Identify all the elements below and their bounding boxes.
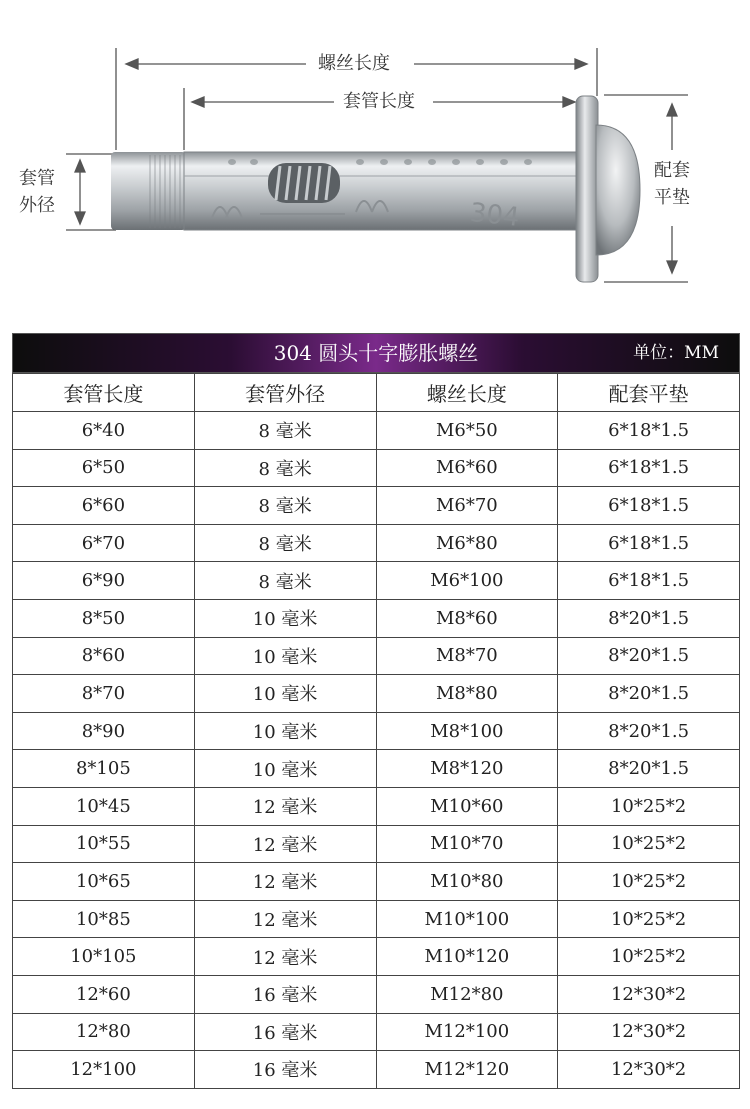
cell-washer: 10*25*2 <box>558 787 740 825</box>
sleeve-od-label-line1: 套管 <box>19 168 55 189</box>
spec-table-container <box>12 333 740 1089</box>
cell-sleeve-length: 6*90 <box>13 562 195 600</box>
cell-screw-length: M6*50 <box>376 412 558 450</box>
cell-sleeve-length: 10*85 <box>13 900 195 938</box>
cell-sleeve-length: 8*105 <box>13 750 195 788</box>
cell-sleeve-length: 10*65 <box>13 863 195 901</box>
table-row <box>13 449 740 487</box>
table-row <box>13 637 740 675</box>
cell-washer: 10*25*2 <box>558 938 740 976</box>
cell-screw-length: M10*60 <box>376 787 558 825</box>
cell-sleeve-od: 16 毫米 <box>194 1051 376 1089</box>
cell-washer: 8*20*1.5 <box>558 712 740 750</box>
cell-sleeve-od: 8 毫米 <box>194 412 376 450</box>
table-row <box>13 975 740 1013</box>
bolt-diagram <box>0 0 750 330</box>
header-screw-length: 螺丝长度 <box>376 374 558 412</box>
cell-washer: 10*25*2 <box>558 900 740 938</box>
table-title-bar <box>12 333 740 373</box>
cell-washer: 6*18*1.5 <box>558 524 740 562</box>
cell-screw-length: M8*120 <box>376 750 558 788</box>
table-row <box>13 1051 740 1089</box>
cell-screw-length: M8*100 <box>376 712 558 750</box>
cell-sleeve-length: 6*60 <box>13 487 195 525</box>
header-sleeve-od: 套管外径 <box>194 374 376 412</box>
cell-sleeve-length: 10*105 <box>13 938 195 976</box>
cell-sleeve-length: 8*50 <box>13 599 195 637</box>
table-row <box>13 487 740 525</box>
cell-sleeve-od: 8 毫米 <box>194 562 376 600</box>
cell-sleeve-od: 8 毫米 <box>194 524 376 562</box>
cell-screw-length: M10*70 <box>376 825 558 863</box>
sleeve-length-label: 套管长度 <box>343 91 415 112</box>
cell-sleeve-length: 8*90 <box>13 712 195 750</box>
table-row <box>13 412 740 450</box>
washer-label-line1: 配套 <box>654 160 690 181</box>
cell-sleeve-length: 12*60 <box>13 975 195 1013</box>
table-body <box>13 412 740 1089</box>
cell-sleeve-od: 16 毫米 <box>194 1013 376 1051</box>
cell-screw-length: M6*60 <box>376 449 558 487</box>
table-row <box>13 562 740 600</box>
engraving-text: 304 <box>468 197 521 233</box>
cell-sleeve-length: 12*80 <box>13 1013 195 1051</box>
table-row <box>13 863 740 901</box>
cell-screw-length: M6*100 <box>376 562 558 600</box>
sleeve-od-label-line2: 外径 <box>19 195 55 216</box>
washer-label-line2: 平垫 <box>654 187 690 208</box>
cell-sleeve-od: 8 毫米 <box>194 449 376 487</box>
cell-screw-length: M8*60 <box>376 599 558 637</box>
table-row <box>13 825 740 863</box>
cell-screw-length: M12*100 <box>376 1013 558 1051</box>
cell-sleeve-length: 6*70 <box>13 524 195 562</box>
table-row <box>13 1013 740 1051</box>
table-row <box>13 712 740 750</box>
cell-sleeve-length: 6*50 <box>13 449 195 487</box>
table-row <box>13 750 740 788</box>
bolt-illustration <box>0 0 750 330</box>
cell-sleeve-od: 16 毫米 <box>194 975 376 1013</box>
cell-washer: 12*30*2 <box>558 975 740 1013</box>
cell-sleeve-od: 10 毫米 <box>194 599 376 637</box>
cell-washer: 6*18*1.5 <box>558 449 740 487</box>
screw-length-label: 螺丝长度 <box>318 53 390 74</box>
cell-washer: 6*18*1.5 <box>558 487 740 525</box>
cell-sleeve-od: 10 毫米 <box>194 712 376 750</box>
cell-washer: 8*20*1.5 <box>558 637 740 675</box>
table-header-row <box>13 374 740 412</box>
table-row <box>13 524 740 562</box>
table-title: 304 圆头十字膨胀螺丝 <box>273 341 479 365</box>
cell-washer: 6*18*1.5 <box>558 562 740 600</box>
cell-sleeve-od: 12 毫米 <box>194 787 376 825</box>
header-sleeve-length: 套管长度 <box>13 374 195 412</box>
cell-washer: 8*20*1.5 <box>558 750 740 788</box>
cell-washer: 8*20*1.5 <box>558 675 740 713</box>
cell-sleeve-length: 6*40 <box>13 412 195 450</box>
table-row <box>13 787 740 825</box>
bolt-head <box>596 125 640 255</box>
spec-table <box>12 373 740 1089</box>
cell-sleeve-od: 12 毫米 <box>194 938 376 976</box>
table-row <box>13 675 740 713</box>
unit-label: 单位：MM <box>633 343 719 363</box>
cell-washer: 8*20*1.5 <box>558 599 740 637</box>
cell-washer: 6*18*1.5 <box>558 412 740 450</box>
cell-screw-length: M10*80 <box>376 863 558 901</box>
cell-screw-length: M8*80 <box>376 675 558 713</box>
cell-washer: 12*30*2 <box>558 1013 740 1051</box>
cell-screw-length: M10*100 <box>376 900 558 938</box>
cell-washer: 10*25*2 <box>558 863 740 901</box>
header-washer: 配套平垫 <box>558 374 740 412</box>
cell-sleeve-length: 10*45 <box>13 787 195 825</box>
table-row <box>13 900 740 938</box>
table-row <box>13 599 740 637</box>
cell-sleeve-od: 12 毫米 <box>194 863 376 901</box>
cell-screw-length: M12*120 <box>376 1051 558 1089</box>
cell-sleeve-length: 8*60 <box>13 637 195 675</box>
cell-washer: 10*25*2 <box>558 825 740 863</box>
cell-sleeve-od: 10 毫米 <box>194 675 376 713</box>
cell-screw-length: M8*70 <box>376 637 558 675</box>
cell-sleeve-od: 8 毫米 <box>194 487 376 525</box>
cell-sleeve-length: 8*70 <box>13 675 195 713</box>
cell-screw-length: M12*80 <box>376 975 558 1013</box>
cell-screw-length: M6*70 <box>376 487 558 525</box>
cell-sleeve-od: 10 毫米 <box>194 750 376 788</box>
cell-screw-length: M10*120 <box>376 938 558 976</box>
cell-sleeve-length: 12*100 <box>13 1051 195 1089</box>
cell-sleeve-od: 12 毫米 <box>194 900 376 938</box>
table-row <box>13 938 740 976</box>
cell-sleeve-length: 10*55 <box>13 825 195 863</box>
washer <box>576 96 598 282</box>
cell-sleeve-od: 10 毫米 <box>194 637 376 675</box>
cell-washer: 12*30*2 <box>558 1051 740 1089</box>
cell-screw-length: M6*80 <box>376 524 558 562</box>
cell-sleeve-od: 12 毫米 <box>194 825 376 863</box>
